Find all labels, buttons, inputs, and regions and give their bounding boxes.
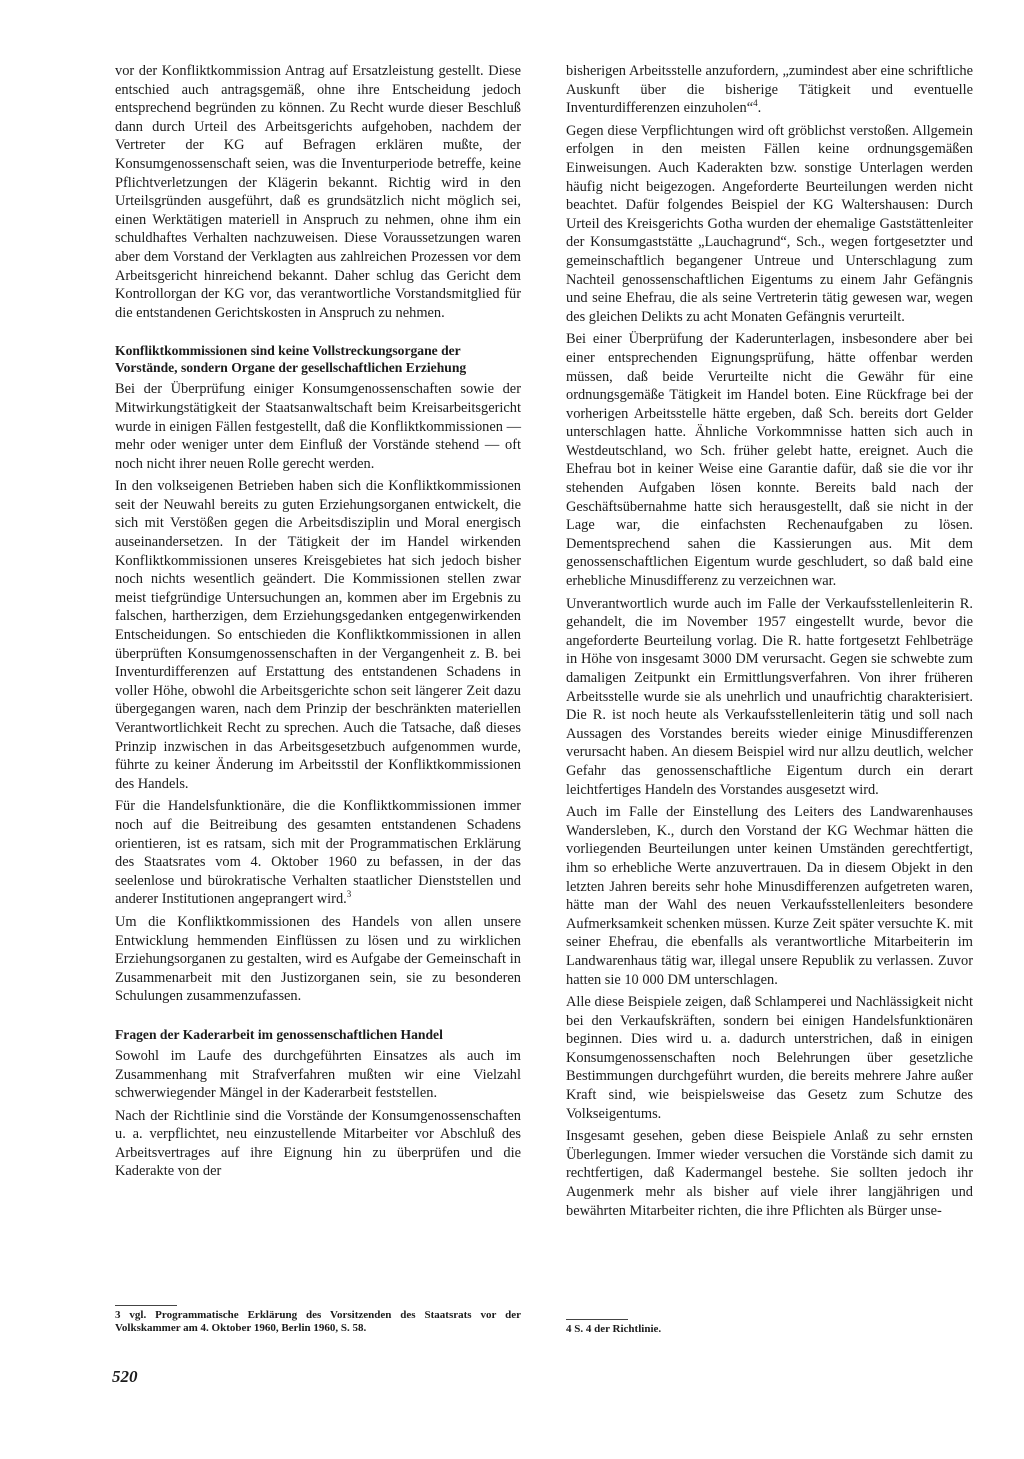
right-column (566, 62, 973, 1224)
paragraph: Nach der Richtlinie sind die Vorstände der Konsumgenossenschaften u. a. verpflichtet, neu einzustellende Mitarbeiter vor Abschluß des Arbeitsvertrages auf ihre Eignung hin zu überprüfen und die Kaderakte von der (115, 1107, 521, 1180)
footnote-area-right (566, 1319, 973, 1336)
paragraph: Sowohl im Laufe des durchgeführten Einsatzes als auch im Zusammenhang mit Strafverfahren mußten wir eine Vielzahl schwerwiegender Mängel in der Kaderarbeit feststellen. (115, 1047, 521, 1102)
paragraph: Auch im Falle der Einstellung des Leiters des Landwarenhauses Wandersleben, K., durch den Vorstand der KG Wechmar hätten die vorliegenden Beurteilungen unter keinen Umständen gerechtfertigt, ihm so erhebliche Werte anzuvertrauen. Da in diesem Objekt in den letzten Jahren bereits sehr hohe Minusdifferenzen aufgetreten waren, hätte man der Wahl des neuen Verkaufsstellenleiters besondere Aufmerksamkeit schenken müssen. Kurze Zeit später versuchte K. mit seiner Ehefrau, die ebenfalls als verantwortliche Mitarbeiterin im Landwarenhaus tätig war, illegal unsere Republik zu verlassen. Zuvor hatten sie 10 000 DM unterschlagen. (566, 804, 973, 988)
paragraph-text: bisherigen Arbeitsstelle anzufordern, „zumindest aber eine schriftliche Auskunft über die bisherige Tätigkeit und eventuelle Inventurdifferenzen einzuholen“ (566, 63, 973, 117)
footnote-divider (115, 1305, 177, 1306)
paragraph: Um die Konfliktkommissionen des Handels von allen unsere Entwicklung hemmenden Einflüssen zu lösen und zu wirklichen Erziehungsorganen zu gestalten, wird es Aufgabe der Gemeinschaft in Zusammenarbeit mit den Justizorganen sein, sie zu besonderen Schulungen zusammenzufassen. (115, 913, 521, 1005)
footnote-area-left (115, 1305, 521, 1336)
footnote-3: 3 vgl. Programmatische Erklärung des Vorsitzenden des Staatsrats vor der Volkskammer am 4. Oktober 1960, Berlin 1960, S. 58. (115, 1309, 521, 1335)
footnote-divider (566, 1319, 628, 1320)
paragraph: vor der Konfliktkommission Antrag auf Ersatzleistung gestellt. Diese entschied auch antragsgemäß, ohne ihre Entscheidung jedoch entsprechend begründen zu können. Zu Recht wurde dieser Beschluß dann durch Urteil des Arbeitsgerichts aufgehoben, nachdem der Vertreter der KG auf Befragen erklären mußte, der Konsumgenossenschaft seien, was die Inventurperiode betreffe, keine Pflichtverletzungen der Klägerin bekannt. Richtig wird in den Urteilsgründen ausgeführt, daß es grundsätzlich nicht möglich sei, einen Werktätigen materiell in Anspruch zu nehmen, ohne ihm ein schuldhaftes Verhalten nachzuweisen. Diese Voraussetzungen waren aber dem Vorstand der Verklagten aus zahlreichen Prozessen vor dem Arbeitsgericht hinreichend bekannt. Daher schlug das Gericht dem Kontrollorgan der KG vor, das verantwortliche Vorstandsmitglied für die entstandenen Gerichtskosten in Anspruch zu nehmen. (115, 63, 521, 321)
paragraph: Bei einer Überprüfung der Kaderunterlagen, insbesondere aber bei einer entsprechenden Eignungsprüfung, hätte offenbar werden müssen, daß beide Verurteilte nicht die Gewähr für eine ordnungsgemäße Tätigkeit im Handel boten. Eine Rückfrage bei der vorherigen Arbeitsstelle hätte ergeben, daß Sch. bereits dort Gelder unterschlagen hatte. Ähnliche Vorkommnisse hatten sich auch in Westdeutschland, wo Sch. früher gelebt hatte, ereignet. Auch die Ehefrau bot in keiner Weise eine Garantie dafür, daß sie die vor ihr stehenden Aufgaben lösen konnte. Bereits bald nach der Geschäftsübernahme hatte sich herausgestellt, daß sie nicht in der Lage war, die einfachsten Rechenaufgaben zu lösen. Dementsprechend sahen die Kassierungen aus. Mit dem genossenschaftlichen Eigentum wurde geschludert, so daß bald eine erhebliche Minusdifferenz zu verzeichnen war. (566, 331, 973, 590)
paragraph-end: . (757, 100, 762, 117)
page-number: 520 (112, 1367, 138, 1386)
paragraph: Gegen diese Verpflichtungen wird oft gröblichst verstoßen. Allgemein erfolgen in den meisten Fällen keine ordnungsgemäßen Einweisungen. Auch Kaderakten bzw. sonstige Unterlagen werden häufig nicht beigezogen. Angeforderte Beurteilungen werden nicht beachtet. Dafür folgendes Beispiel der KG Waltershausen: Durch Urteil des Kreisgerichts Gotha wurden der ehemalige Gaststättenleiter der Konsumgaststätte „Lauchagrund“, Sch., wegen fortgesetzter und gemeinschaftlich begangener Untreue und Unterschlagung zum Nachteil genossenschaftlichen Eigentums zu einem Jahr Gefängnis und seine Ehefrau, die als seine Vertreterin tätig gewesen war, wegen des gleichen Delikts zu acht Monaten Gefängnis verurteilt. (566, 122, 973, 325)
paragraph: Insgesamt gesehen, geben diese Beispiele Anlaß zu sehr ernsten Überlegungen. Immer wieder versuchen die Vorstände sich damit zu rechtfertigen, daß Kadermangel bestehe. Sie sollten jedoch ihr Augenmerk mehr als bisher auf viele ihrer langjährigen und bewährten Mitarbeiter richten, die ihre Pflichten als Bürger unse- (566, 1128, 973, 1219)
section-heading: Konfliktkommissionen sind keine Vollstreckungsorgane der Vorstände, sondern Organe der gesellschaftlichen Erziehung (115, 343, 467, 376)
paragraph: Bei der Überprüfung einiger Konsumgenossenschaften sowie der Mitwirkungstätigkeit der Staatsanwaltschaft beim Kreisarbeitsgericht wurde in einigen Fällen festgestellt, daß die Konfliktkommissionen — mehr oder weniger unter dem Einfluß der Vorstände stehend — oft noch nicht ihrer neuen Rolle gerecht werden. (115, 381, 521, 472)
left-column (115, 62, 521, 1185)
paragraph (115, 797, 521, 909)
footnote-4: 4 S. 4 der Richtlinie. (566, 1323, 662, 1335)
footnote-marker: 4 (753, 98, 758, 109)
paragraph: Unverantwortlich wurde auch im Falle der Verkaufsstellenleiterin R. gehandelt, die im November 1957 eingestellt wurde, bevor die angeforderte Beurteilung vorlag. Die R. hatte fortgesetzt Fehlbeträge in Höhe von insgesamt 3000 DM verursacht. Gegen sie schwebte zum damaligen Zeitpunkt ein Ermittlungsverfahren. Von ihrer früheren Arbeitsstelle wurde sie als unehrlich und unaufrichtig charakterisiert. Die R. ist noch heute als Verkaufsstellenleiterin tätig und soll nach Aussagen des Vorstandes bereits wieder einige Minusdifferenzen verursacht haben. An diesem Beispiel wird nur allzu deutlich, welcher Gefahr das genossenschaftliche Eigentum durch ein derart leichtfertiges Handeln des Vorstandes ausgesetzt wird. (566, 595, 973, 798)
paragraph: In den volkseigenen Betrieben haben sich die Konfliktkommissionen seit der Neuwahl bereits zu guten Erziehungsorganen entwickelt, die sich mit Verstößen gegen die Arbeitsdisziplin und Moral energisch auseinandersetzen. In der Tätigkeit der im Handel wirkenden Konfliktkommissionen unseres Kreisgebietes hat sich jedoch bisher noch nichts wesentlich geändert. Die Kommissionen stellen zwar meist tiefgründige Untersuchungen an, kommen aber im Ergebnis zu falschen, hartherzigen, dem Erziehungsgedanken entgegenwirkenden Entscheidungen. So entschieden die Konfliktkommissionen in allen überprüften Konsumgenossenschaften in der Vergangenheit z. B. bei Inventurdifferenzen auf Erstattung des entstandenen Schadens in voller Höhe, obwohl die Arbeitsgerichte schon seit längerer Zeit dazu übergegangen waren, nach dem Prinzip der beschränkten materiellen Verantwortlichkeit Recht zu sprechen. Auch die Tatsache, daß dieses Prinzip inzwischen in das Arbeitsgesetzbuch aufgenommen wurde, führte zu keiner Änderung im Arbeitsstil der Konfliktkommissionen des Handels. (115, 478, 521, 792)
footnote-marker: 3 (346, 889, 352, 900)
section-heading: Fragen der Kaderarbeit im genossenschaftlichen Handel (115, 1026, 443, 1042)
paragraph-text: Für die Handelsfunktionäre, die die Konfliktkommissionen immer noch auf die Beitreibung des gesamten entstandenen Schadens orientieren, ist es ratsam, sich mit der Programmatischen Erklärung des Staatsrates vom 4. Oktober 1960 zu befassen, in der das seelenlose und bürokratische Verhalten staatlicher Dienststellen und anderer Institutionen angeprangert wird. (115, 798, 521, 908)
paragraph (566, 62, 973, 118)
paragraph: Alle diese Beispiele zeigen, daß Schlamperei und Nachlässigkeit nicht bei den Verkaufskräften, sondern bei einigen Handelsfunktionären beginnen. Dies wird u. a. dadurch unterstrichen, daß in einigen Konsumgenossenschaften noch Belehrungen über gesetzliche Bestimmungen durchgeführt wurden, die bereits mehrere Jahre außer Kraft sind, wie beispielsweise das Gesetz zum Schutze des Volkseigentums. (566, 994, 973, 1122)
